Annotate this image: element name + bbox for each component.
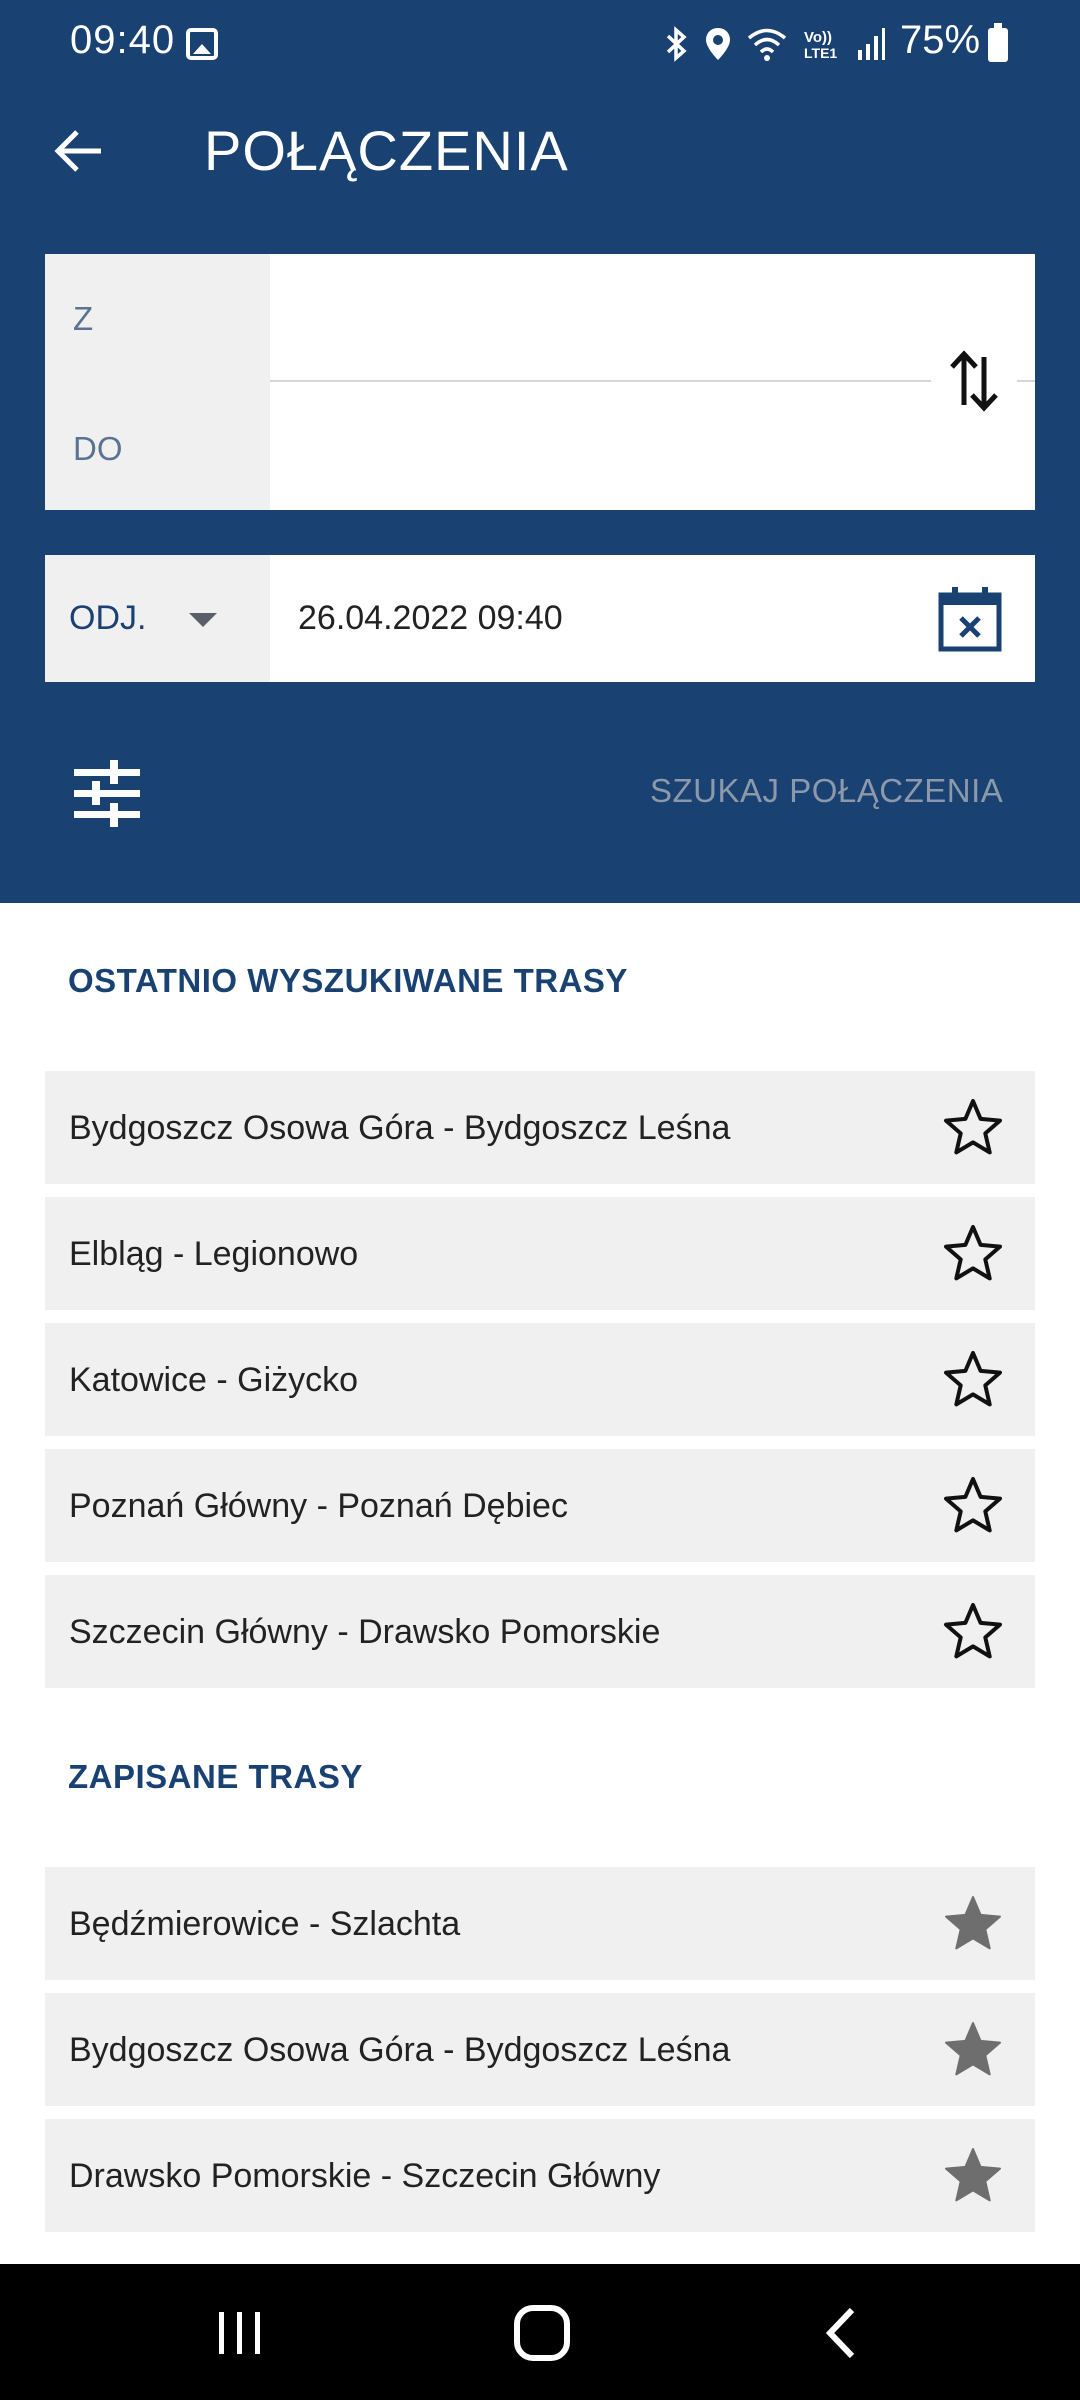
saved-routes-title: ZAPISANE TRASY (68, 1758, 363, 1795)
date-value[interactable]: 26.04.2022 09:40 (298, 599, 563, 637)
swap-icon (948, 349, 1000, 413)
route-item-label: Bydgoszcz Osowa Góra - Bydgoszcz Leśna (69, 1109, 731, 1147)
date-type-select[interactable] (45, 555, 270, 682)
recent-route-item[interactable] (45, 1071, 1035, 1184)
route-item-label: Szczecin Główny - Drawsko Pomorskie (69, 1613, 661, 1651)
sliders-icon (72, 760, 142, 828)
svg-text:Vo)): Vo)) (804, 29, 833, 46)
calendar-clear-icon (937, 585, 1003, 653)
volte-icon (802, 26, 842, 62)
header (0, 0, 1080, 903)
status-bar (0, 0, 1080, 88)
back-button[interactable] (44, 116, 114, 186)
star-filled-icon[interactable] (943, 2019, 1003, 2079)
recent-route-item[interactable] (45, 1323, 1035, 1436)
recent-route-item[interactable] (45, 1575, 1035, 1688)
star-outline-icon[interactable] (943, 1097, 1003, 1157)
recent-route-item[interactable] (45, 1197, 1035, 1310)
wifi-icon (746, 26, 788, 62)
back-arrow-icon (53, 128, 105, 174)
route-item-label: Bydgoszcz Osowa Góra - Bydgoszcz Leśna (69, 2031, 731, 2069)
route-item-label: Drawsko Pomorskie - Szczecin Główny (69, 2157, 661, 2195)
location-icon (704, 26, 732, 62)
star-outline-icon[interactable] (943, 1601, 1003, 1661)
battery-percentage: 75% (900, 18, 981, 62)
bluetooth-icon (664, 26, 690, 62)
from-label: Z (73, 300, 94, 337)
caret-down-icon (189, 613, 217, 627)
system-nav-bar (0, 2264, 1080, 2400)
route-item-label: Poznań Główny - Poznań Dębiec (69, 1487, 568, 1525)
date-box (45, 555, 1035, 682)
saved-route-item[interactable] (45, 1993, 1035, 2106)
route-box (45, 254, 1035, 510)
route-label-column (45, 254, 270, 510)
saved-route-item[interactable] (45, 1867, 1035, 1980)
to-input[interactable] (290, 396, 950, 496)
recent-routes-title: OSTATNIO WYSZUKIWANE TRASY (68, 962, 628, 999)
route-divider (270, 380, 1035, 382)
route-item-label: Będźmierowice - Szlachta (69, 1905, 461, 1943)
star-filled-icon[interactable] (943, 2145, 1003, 2205)
star-outline-icon[interactable] (943, 1349, 1003, 1409)
gallery-icon (186, 28, 218, 60)
star-outline-icon[interactable] (943, 1223, 1003, 1283)
home-icon[interactable] (507, 2300, 577, 2366)
status-time: 09:40 (70, 18, 176, 62)
svg-text:LTE1: LTE1 (804, 45, 838, 61)
saved-route-item[interactable] (45, 2119, 1035, 2232)
route-item-label: Katowice - Giżycko (69, 1361, 359, 1399)
date-type-label: ODJ. (69, 599, 147, 637)
to-label: DO (73, 430, 123, 467)
recent-apps-icon[interactable] (205, 2300, 275, 2366)
status-icons (664, 22, 886, 66)
route-item-label: Elbląg - Legionowo (69, 1235, 359, 1273)
swap-button[interactable] (931, 338, 1017, 424)
back-nav-icon[interactable] (808, 2300, 878, 2366)
signal-icon (856, 26, 886, 62)
search-connections-button[interactable]: SZUKAJ POŁĄCZENIA (650, 772, 1004, 809)
battery-icon (988, 28, 1008, 62)
from-input[interactable] (290, 268, 950, 368)
star-outline-icon[interactable] (943, 1475, 1003, 1535)
page-title: POŁĄCZENIA (204, 119, 569, 182)
calendar-clear-button[interactable] (937, 585, 1003, 653)
recent-route-item[interactable] (45, 1449, 1035, 1562)
filter-button[interactable] (72, 760, 142, 828)
star-filled-icon[interactable] (943, 1893, 1003, 1953)
